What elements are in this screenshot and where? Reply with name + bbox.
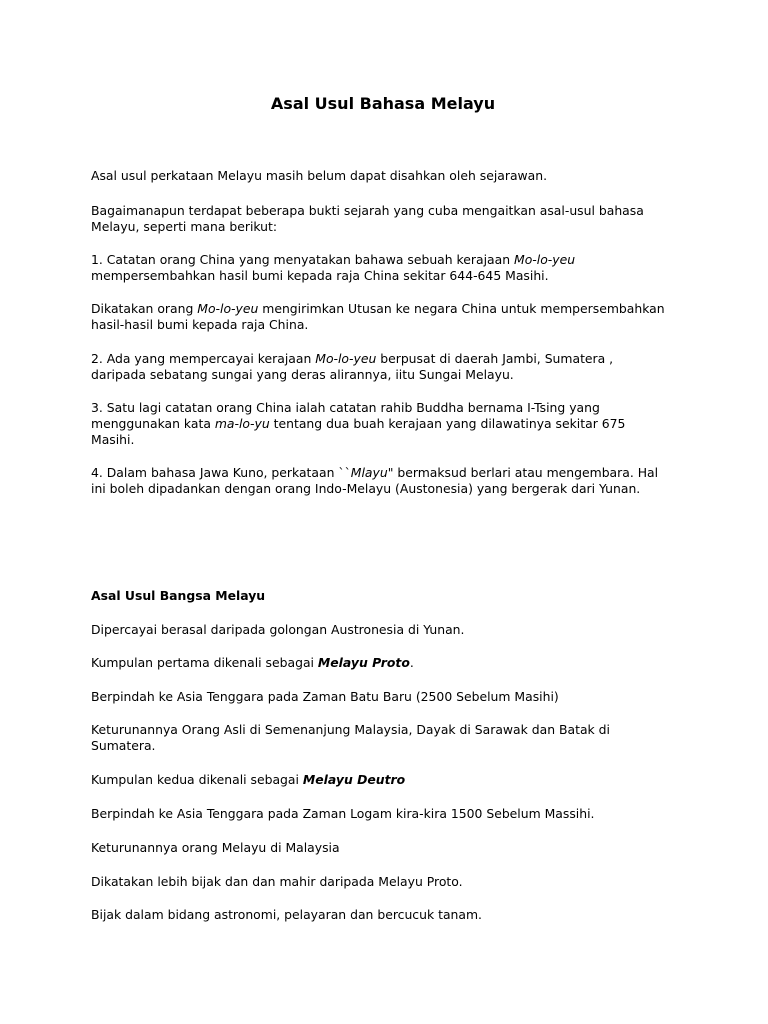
paragraph-text: Berpindah ke Asia Tenggara pada Zaman Logam kira-kira 1500 Sebelum Massihi. (91, 806, 595, 821)
paragraph-text: Bagaimanapun terdapat beberapa bukti sejarah yang cuba mengaitkan asal-usul bahasa (91, 203, 644, 218)
italic-term: Mlayu (350, 465, 388, 480)
paragraph-text: Bijak dalam bidang astronomi, pelayaran dan bercucuk tanam. (91, 907, 482, 922)
paragraph-text: Keturunannya orang Melayu di Malaysia (91, 840, 340, 855)
section-heading: Asal Usul Bangsa Melayu (91, 588, 266, 603)
paragraph-text: mempersembahkan hasil bumi kepada raja China sekitar 644-645 Masihi. (91, 268, 549, 283)
paragraph-migration-2 (91, 806, 691, 822)
paragraph-text: 2. Ada yang mempercayai kerajaan (91, 351, 316, 366)
paragraph-text: 3. Satu lagi catatan orang China ialah catatan rahib Buddha bernama I-Tsing yang (91, 400, 600, 415)
paragraph-text: Kumpulan kedua dikenali sebagai (91, 772, 303, 787)
paragraph-text: 4. Dalam bahasa Jawa Kuno, perkataan `` (91, 465, 351, 480)
paragraph-descendants-2 (91, 840, 691, 856)
paragraph-text: Dipercayai berasal daripada golongan Austronesia di Yunan. (91, 622, 465, 637)
paragraph-intro (91, 168, 691, 184)
paragraph-utusan (91, 301, 691, 333)
paragraph-evidence (91, 203, 691, 235)
bold-italic-term: Melayu Proto (317, 655, 410, 670)
paragraph-group-1 (91, 655, 691, 671)
paragraph-text: . (409, 655, 414, 670)
italic-term: ma-lo-yu (214, 416, 270, 431)
paragraph-text: Masihi. (91, 432, 135, 447)
italic-term: Mo-lo-yeu (315, 351, 377, 366)
paragraph-text: Kumpulan pertama dikenali sebagai (91, 655, 318, 670)
paragraph-text: Berpindah ke Asia Tenggara pada Zaman Batu Baru (2500 Sebelum Masihi) (91, 689, 559, 704)
italic-term: Mo-lo-yeu (197, 301, 259, 316)
paragraph-descendants-1 (91, 722, 691, 754)
paragraph-text: Melayu, seperti mana berikut: (91, 219, 278, 234)
paragraph-text: Dikatakan lebih bijak dan dan mahir daripada Melayu Proto. (91, 874, 463, 889)
paragraph-point-3 (91, 400, 691, 448)
bold-italic-term: Melayu Deutro (302, 772, 406, 787)
paragraph-text: menggunakan kata (91, 416, 215, 431)
paragraph-group-2 (91, 772, 691, 788)
paragraph-text: mengirimkan Utusan ke negara China untuk mempersembahkan (258, 301, 665, 316)
paragraph-text: 1. Catatan orang China yang menyatakan bahawa sebuah kerajaan (91, 252, 515, 267)
paragraph-text: ini boleh dipadankan dengan orang Indo-Melayu (Austonesia) yang bergerak dari Yunan. (91, 481, 641, 496)
paragraph-point-2 (91, 351, 691, 383)
paragraph-text: Sumatera. (91, 738, 156, 753)
paragraph-origin (91, 622, 691, 638)
paragraph-migration-1 (91, 689, 691, 705)
paragraph-text: hasil-hasil bumi kepada raja China. (91, 317, 309, 332)
paragraph-skill (91, 874, 691, 890)
italic-term: Mo-lo-yeu (514, 252, 576, 267)
paragraph-text: berpusat di daerah Jambi, Sumatera , (376, 351, 614, 366)
paragraph-point-1 (91, 252, 691, 284)
paragraph-point-4 (91, 465, 691, 497)
paragraph-expertise (91, 907, 691, 923)
paragraph-text: daripada sebatang sungai yang deras alirannya, iitu Sungai Melayu. (91, 367, 514, 382)
paragraph-text: Asal usul perkataan Melayu masih belum dapat disahkan oleh sejarawan. (91, 168, 548, 183)
paragraph-text: Keturunannya Orang Asli di Semenanjung Malaysia, Dayak di Sarawak dan Batak di (91, 722, 610, 737)
paragraph-text: " bermaksud berlari atau mengembara. Hal (387, 465, 659, 480)
paragraph-text: tentang dua buah kerajaan yang dilawatinya sekitar 675 (269, 416, 626, 431)
document-title: Asal Usul Bahasa Melayu (270, 94, 496, 113)
paragraph-text: Dikatakan orang (91, 301, 198, 316)
